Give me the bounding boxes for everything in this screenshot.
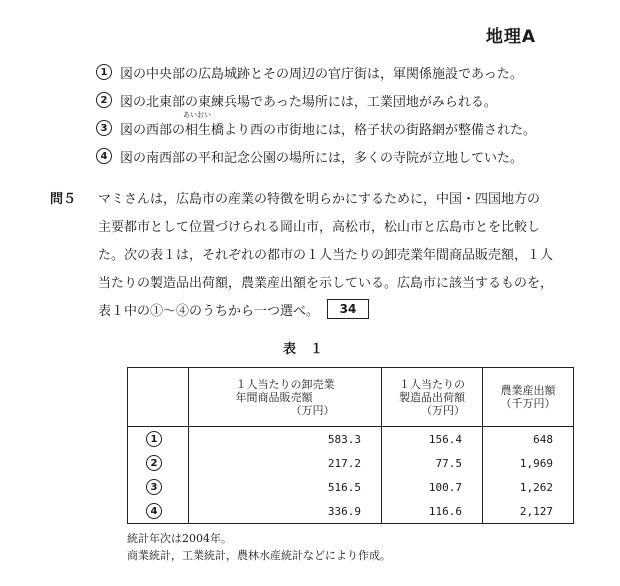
circled-number-4: 4 (96, 148, 112, 164)
choice-4-text: 図の南西部の平和記念公園の場所には，多くの寺院が立地していた。 (120, 150, 524, 166)
ruby-aioi (183, 110, 212, 138)
question-text-1: マミさんは，広島市の産業の特徴を明らかにするために，中国・四国地方の (98, 191, 541, 207)
table-row (128, 475, 574, 499)
circled-number-3: 3 (146, 479, 162, 495)
question-line-3 (50, 239, 570, 267)
circled-number-1: 1 (146, 431, 162, 447)
cell-manufacturing: 100.7 (382, 475, 483, 499)
choice-2-text: 図の北東部の東練兵場であった場所には，工業団地がみられる。 (120, 94, 497, 110)
header-agriculture (483, 368, 574, 427)
table-header-row (128, 368, 574, 427)
table-row (128, 499, 574, 524)
row-label-2 (128, 451, 189, 475)
table-row (128, 427, 574, 452)
header-manufacturing (382, 368, 483, 427)
header-manufacturing-line2: 製造品出荷額 (399, 390, 465, 404)
table-notes (127, 530, 391, 564)
choice-1 (96, 58, 596, 86)
header-wholesale-text (236, 378, 335, 417)
circled-number-2: 2 (96, 92, 112, 108)
statistics-table (127, 367, 574, 524)
question-line-5 (50, 295, 570, 323)
question-label: 問５ (50, 191, 77, 207)
header-blank (128, 368, 189, 427)
header-manufacturing-text (399, 378, 465, 417)
choice-2 (96, 86, 596, 114)
subject-header: 地理A (485, 27, 536, 47)
choice-3-text-pre: 図の西部の (120, 122, 186, 138)
question-line-4 (50, 267, 570, 295)
answer-number-box[interactable]: 34 (327, 299, 369, 319)
note-year: 統計年次は2004年。 (127, 532, 232, 545)
header-agriculture-line1: 農業産出額 (500, 384, 556, 397)
choice-3 (96, 110, 596, 142)
table-title: 表１ (282, 342, 337, 357)
circled-number-1: 1 (96, 64, 112, 80)
answer-choices (96, 58, 596, 170)
cell-manufacturing: 156.4 (382, 427, 483, 452)
question-text-5: 表１中の①～④のうちから一つ選べ。 (98, 303, 320, 319)
header-wholesale-unit: （万円） (290, 403, 335, 417)
header-wholesale (189, 368, 382, 427)
header-agriculture-text (501, 384, 556, 410)
ruby-base: 相生 (185, 122, 212, 138)
cell-agriculture: 648 (533, 432, 553, 446)
circled-number-3: 3 (96, 120, 112, 136)
header-wholesale-line1: １人当たりの卸売業 (235, 377, 335, 391)
cell-manufacturing: 77.5 (382, 451, 483, 475)
question-line-1 (50, 183, 570, 211)
cell-agriculture: 2,127 (519, 504, 553, 518)
choice-1-text: 図の中央部の広島城跡とその周辺の官庁街は，軍関係施設であった。 (120, 66, 523, 82)
row-label-4 (128, 499, 189, 524)
row-label-3 (128, 475, 189, 499)
choice-3-text-post: 橋より西の市街地には，格子状の街路網が整備された。 (211, 122, 537, 138)
question-text-4: 当たりの製造品出荷額，農業産出額を示している。広島市に該当するものを， (98, 275, 554, 291)
note-sources: 商業統計，工業統計，農林水産統計などにより作成。 (127, 549, 391, 562)
cell-agriculture: 1,262 (519, 480, 553, 494)
circled-number-2: 2 (146, 455, 162, 471)
row-label-1 (128, 427, 189, 452)
cell-wholesale: 217.2 (189, 451, 382, 475)
header-manufacturing-unit: （万円） (421, 403, 465, 417)
choice-4 (96, 142, 596, 170)
question-text-2: 主要都市として位置づけられる岡山市，高松市，松山市と広島市とを比較し (98, 219, 541, 235)
cell-wholesale: 336.9 (189, 499, 382, 524)
question-5 (50, 183, 570, 323)
question-line-2 (50, 211, 570, 239)
circled-number-4: 4 (146, 503, 162, 519)
cell-wholesale: 583.3 (189, 427, 382, 452)
table-row (128, 451, 574, 475)
question-text-3: た。次の表１は，それぞれの都市の１人当たりの卸売業年間商品販売額，１人 (98, 247, 554, 263)
cell-wholesale: 516.5 (189, 475, 382, 499)
cell-agriculture: 1,969 (519, 456, 553, 470)
header-wholesale-line2: 年間商品販売額 (235, 390, 313, 404)
header-manufacturing-line1: １人当たりの (399, 377, 465, 391)
cell-manufacturing: 116.6 (382, 499, 483, 524)
ruby-reading: あいおい (183, 110, 212, 119)
header-agriculture-unit: （千万円） (500, 397, 556, 410)
